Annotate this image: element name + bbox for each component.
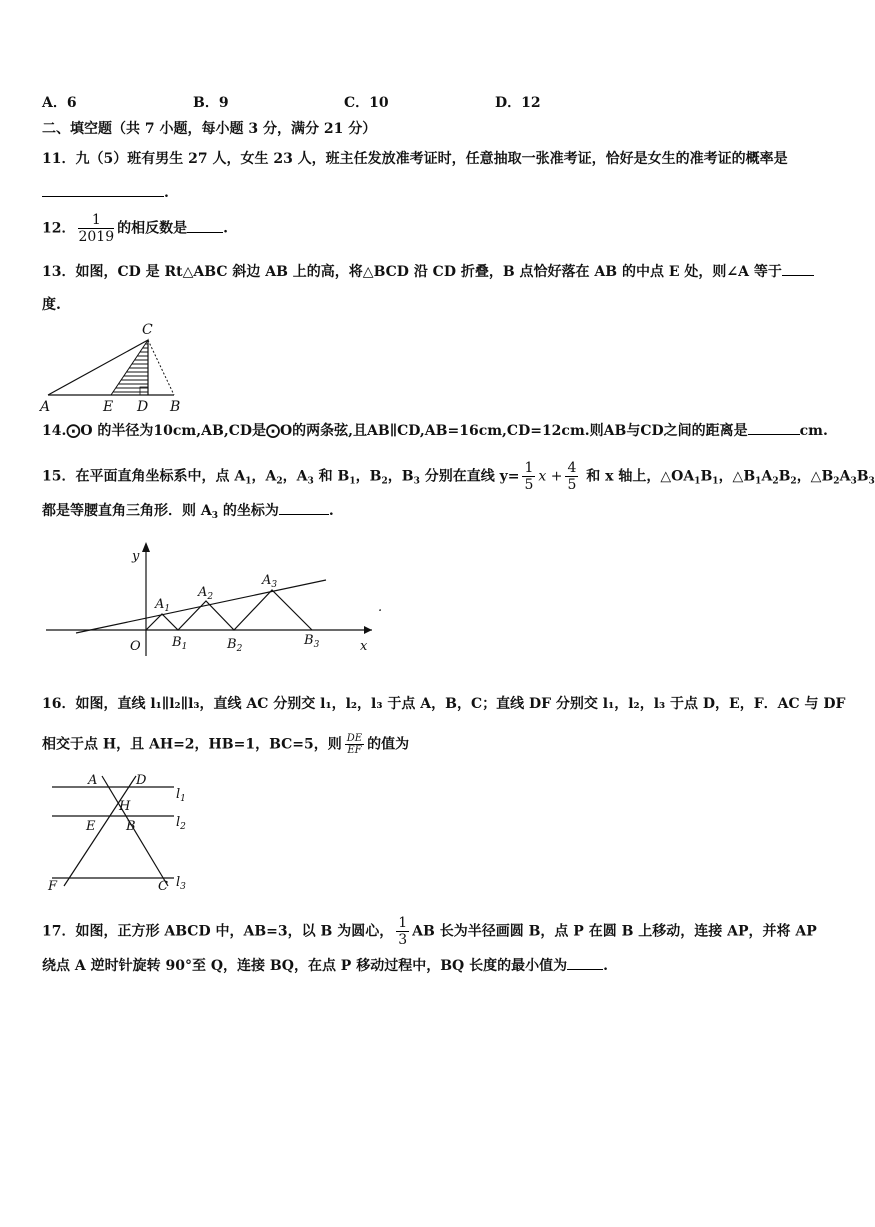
question-15-line2: 都是等腰直角三角形．则 $A_3$ 的坐标为 . [42,503,334,521]
label-l3: $l_3$ [176,875,186,892]
question-12: 12． $\frac{1}{2019}$ 的相反数是 . [42,212,228,245]
label-b: B [170,399,181,415]
question-17-line2: 绕点 A 逆时针旋转 90°至 Q，连接 BQ，在点 P 移动过程中，BQ 长度的最小值为 . [42,958,608,974]
question-11-text: 11．九（5）班有男生 27 人，女生 23 人，班主任发放准考证时，任意抽取一张准考证，恰好是女生的准考证的概率是 [42,151,788,167]
option-b: B．9 [193,95,229,111]
label-a2: $A_2$ [198,585,214,602]
question-16-line2: 相交于点 H，且 AH=2，HB=1，BC=5，则 $\frac{DE}{EF}$ 的值为 [42,733,410,756]
label-a: A [88,773,98,788]
figure-13 [36,318,196,414]
label-o: O [130,639,141,654]
label-a3: $A_3$ [262,573,278,590]
label-y: y [132,549,140,564]
trailing-dot: . [378,600,383,615]
question-16-line1: 16．如图，直线 l₁∥l₂∥l₃，直线 AC 分别交 l₁，l₂，l₃ 于点 A，B，C；直线 DF 分别交 l₁，l₂，l₃ 于点 D，E，F．AC 与 DF [42,696,846,712]
label-d: D [137,399,149,415]
label-h: H [119,799,131,814]
label-b3: $B_3$ [304,633,320,650]
question-13-tail: 度. [42,297,61,313]
label-b1: $B_1$ [172,635,188,652]
label-e: E [86,819,96,834]
label-e: E [103,399,114,415]
label-a1: $A_1$ [155,597,171,614]
question-13: 13．如图，CD 是 Rt△ABC 斜边 AB 上的高，将△BCD 沿 CD 折叠，B 点恰好落在 AB 的中点 E 处，则∠A 等于 [42,262,814,282]
question-15: 15．在平面直角坐标系中，点 $A_1$，$A_2$，$A_3$ 和 $B_1$，$B_2$，$B_3$ 分别在直线 y= $\frac{1}{5}$ x + $\frac{4}{5}$ 和 x 轴上，$\triangle OA_1B_1$，$\triangle B_1A_2B_2$，$\triangle B_2A_3B_3$ [42,460,875,493]
section-title: 二、填空题（共 7 小题，每小题 3 分，满分 21 分） [42,121,377,137]
label-f: F [48,879,58,894]
label-c: C [142,322,153,338]
label-b: B [126,819,136,834]
option-d: D．12 [495,95,541,111]
question-14: 14.⨀O 的半径为10cm,AB,CD是⨀O的两条弦,且AB∥CD,AB=16cm,CD=12cm.则AB与CD之间的距离是 cm. [42,423,828,439]
question-17-line1: 17．如图，正方形 ABCD 中，AB=3，以 B 为圆心， $\frac{1}{3}$ AB 长为半径画圆 B，点 P 在圆 B 上移动，连接 AP，并将 AP [42,915,817,948]
label-x: x [360,639,368,654]
question-11-answer: . [42,183,169,203]
option-a: A．6 [42,95,77,111]
label-b2: $B_2$ [227,637,243,654]
figure-16 [40,766,200,894]
option-c: C．10 [344,95,389,111]
label-d: D [136,773,147,788]
label-l1: $l_1$ [176,787,186,804]
label-a: A [40,399,51,415]
label-c: C [158,879,168,894]
label-l2: $l_2$ [176,815,186,832]
figure-15 [40,538,390,658]
